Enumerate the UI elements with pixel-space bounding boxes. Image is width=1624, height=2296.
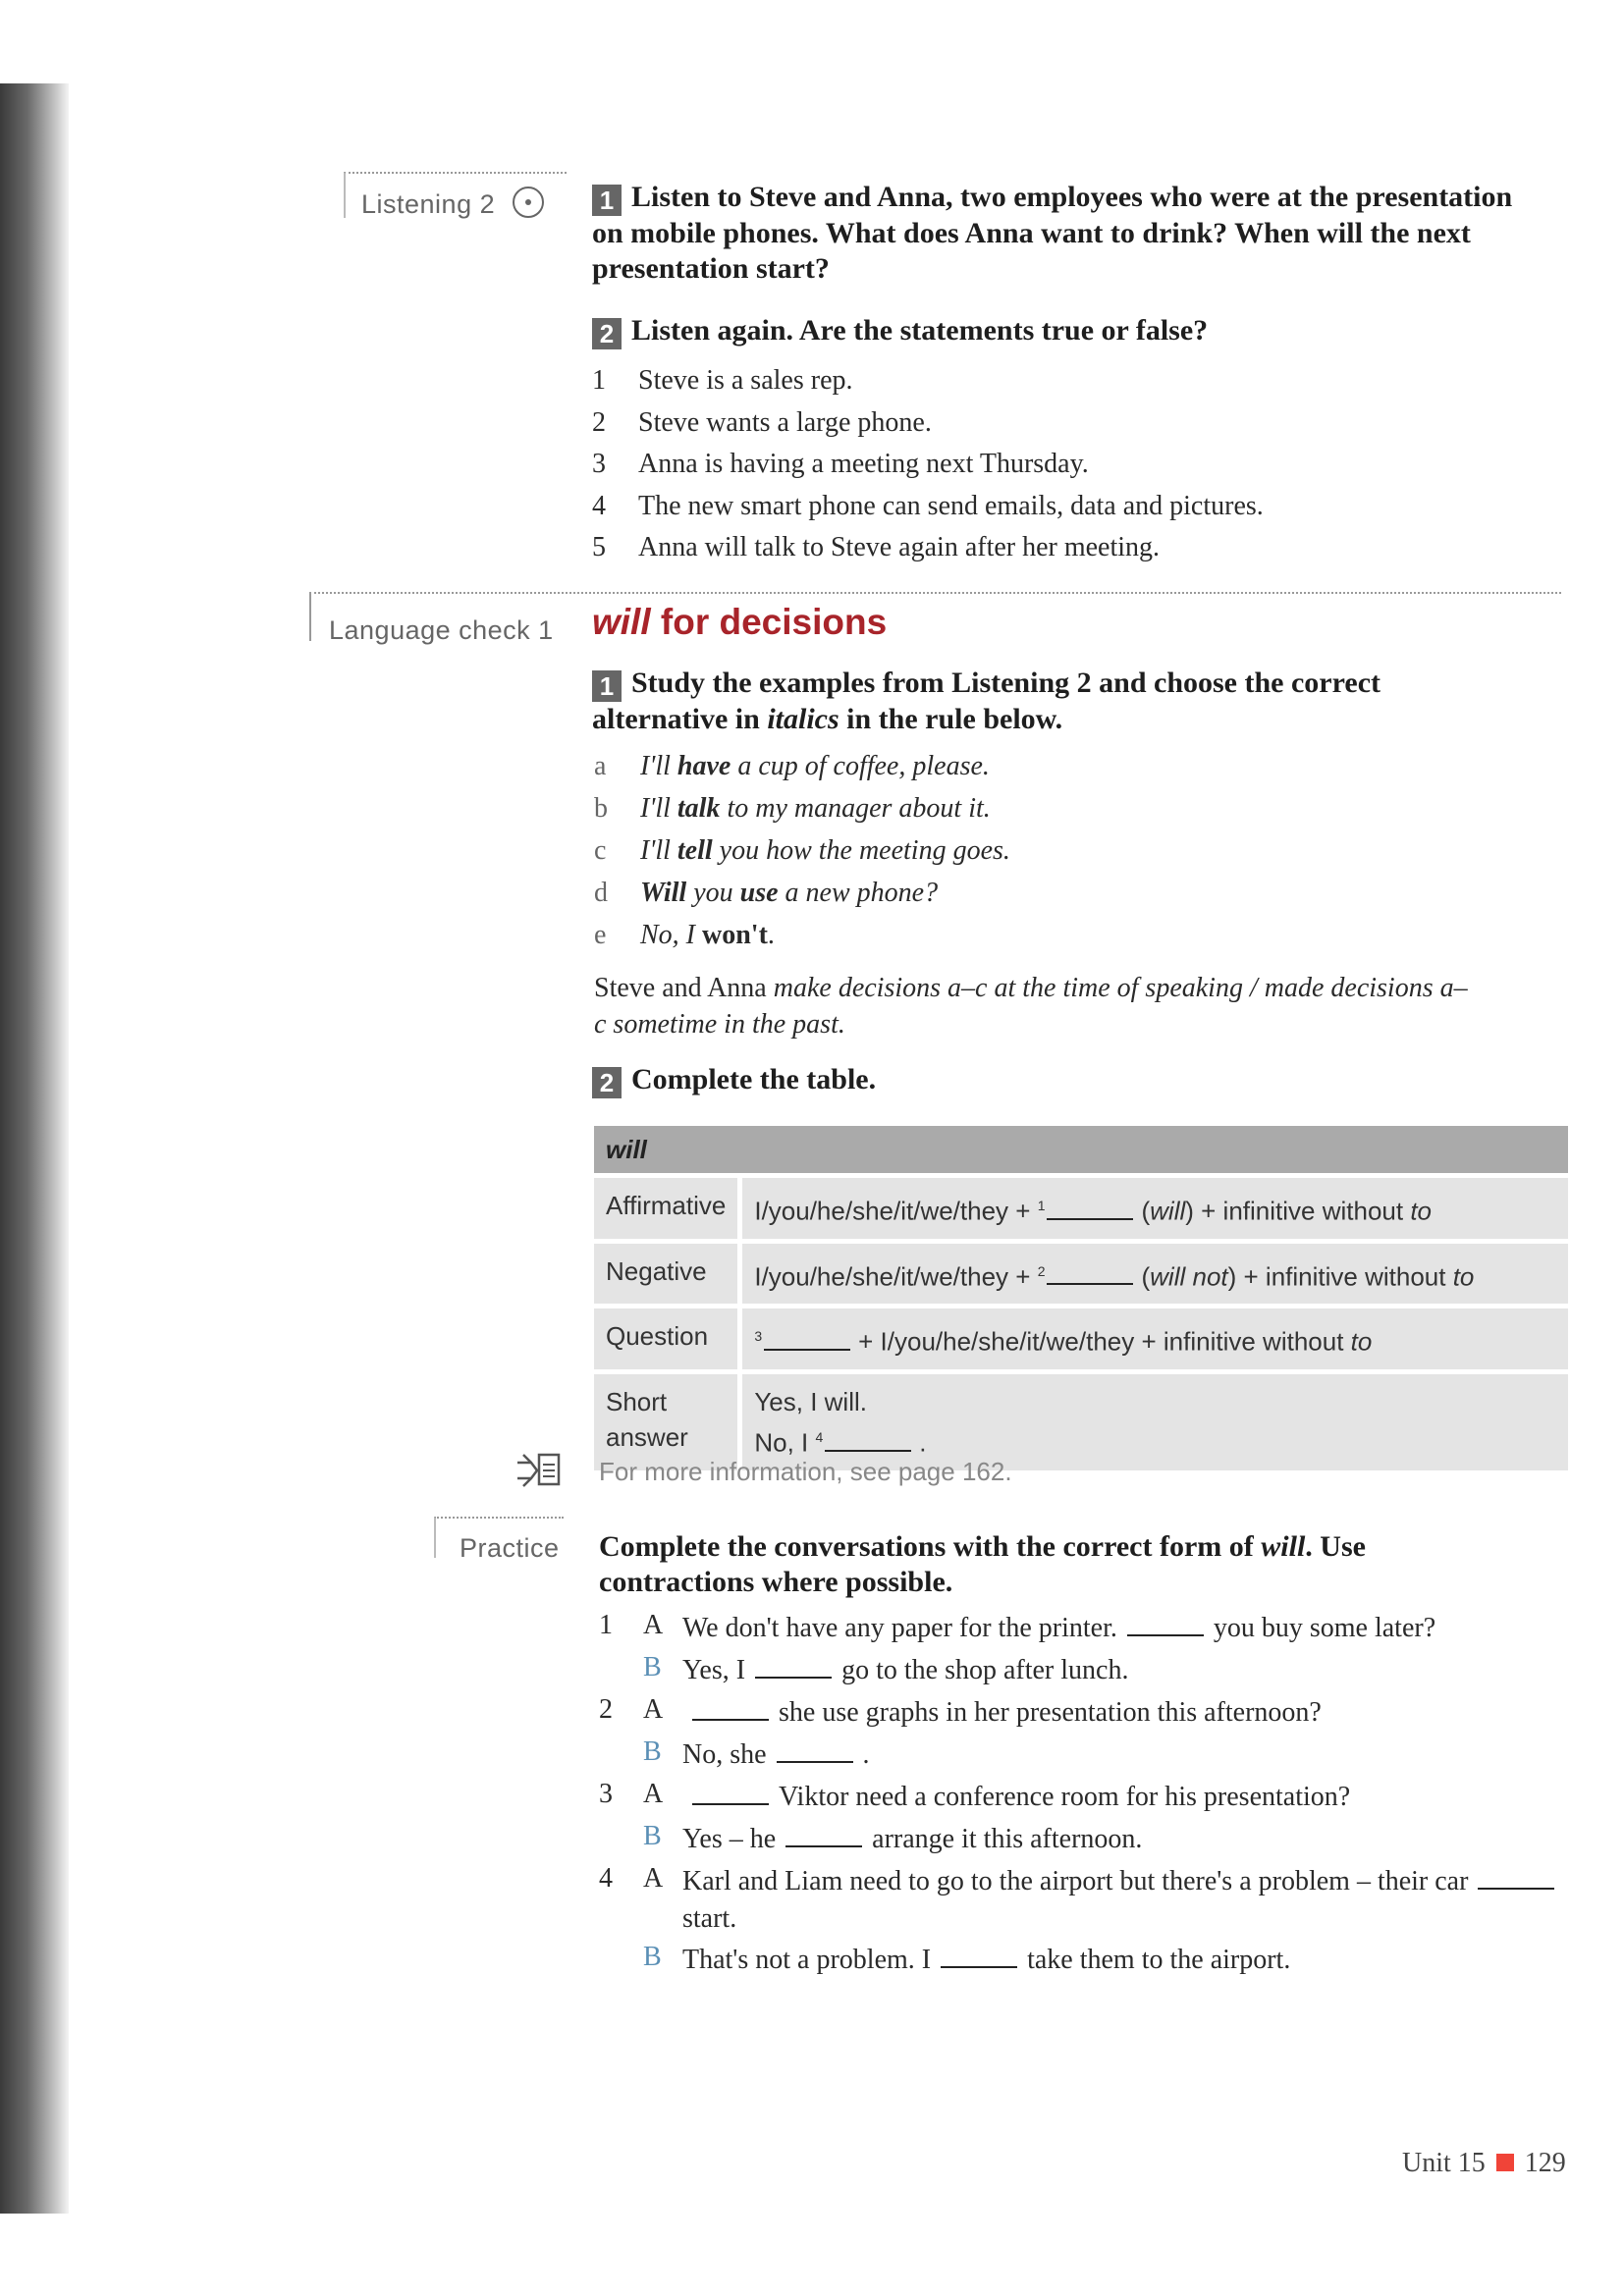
- gap-number: 2: [1037, 1262, 1046, 1279]
- table-row: [594, 1178, 1568, 1239]
- rich-text: [594, 973, 1468, 1040]
- exercise-number: 2: [592, 1067, 622, 1098]
- example-sentence: [640, 751, 990, 782]
- section-divider: [309, 592, 1561, 594]
- gap-number: 4: [815, 1428, 824, 1445]
- item-letter: e: [594, 920, 607, 950]
- conversation-text: [682, 1821, 1566, 1858]
- item-number: 2: [599, 1694, 613, 1725]
- item-number: 3: [599, 1779, 613, 1809]
- text-run: you: [686, 878, 740, 908]
- item-number: 3: [592, 449, 606, 479]
- section-label-practice: Practice: [460, 1533, 560, 1563]
- speaker-label: B: [643, 1652, 662, 1682]
- conversation-text: [682, 1863, 1566, 1938]
- item-number: 4: [592, 490, 606, 521]
- speaker-label: B: [643, 1942, 662, 1972]
- conversation-text: [682, 1694, 1566, 1732]
- text-run: arrange it this afternoon.: [872, 1824, 1143, 1854]
- text-run: start.: [682, 1903, 737, 1934]
- text-run: Complete the conversations with the correct form of: [599, 1530, 1262, 1563]
- text-run: to: [1452, 1261, 1475, 1292]
- text-run: .: [919, 1427, 927, 1458]
- answer-blank[interactable]: [825, 1432, 911, 1452]
- table-row: [594, 1244, 1568, 1305]
- answer-blank[interactable]: [764, 1331, 850, 1351]
- item-number: 5: [592, 532, 606, 562]
- answer-blank[interactable]: [1127, 1613, 1204, 1636]
- item-number: 1: [592, 365, 606, 396]
- item-number: 1: [599, 1610, 613, 1640]
- text-run: ) + infinitive without: [1185, 1196, 1411, 1226]
- section-label-language-check: Language check 1: [329, 615, 554, 645]
- row-label: Affirmative: [594, 1178, 742, 1239]
- conversation-text: [682, 1942, 1566, 1979]
- page-footer: [1402, 2148, 1566, 2179]
- text-run: a cup of coffee, please.: [731, 751, 990, 781]
- text-run: will not: [1150, 1261, 1228, 1292]
- answer-blank[interactable]: [755, 1655, 832, 1679]
- text-run: have: [677, 751, 731, 781]
- exercise-number: 2: [592, 318, 622, 349]
- exercise-number: 1: [592, 670, 622, 702]
- example-sentence: [640, 920, 775, 951]
- text-run: will: [1150, 1196, 1186, 1226]
- statement-text: The new smart phone can send emails, data and pictures.: [638, 490, 1264, 521]
- example-sentence: [640, 878, 938, 909]
- listening-exercise-1: 1 Listen to Steve and Anna, two employees who were at the presentation on mobile phones. What does Anna want to drink? When will the next presentation start?: [592, 181, 1513, 285]
- text-run: won't: [702, 920, 768, 950]
- text-run: .: [862, 1739, 870, 1770]
- text-run: to: [1410, 1196, 1433, 1226]
- will-grammar-table: [594, 1121, 1568, 1475]
- section-label-listening: Listening 2: [361, 187, 544, 220]
- text-run: Viktor need a conference room for his presentation?: [779, 1782, 1351, 1812]
- conversation-text: [682, 1610, 1566, 1647]
- divider-tick: [309, 592, 311, 641]
- language-check-exercise-2: 2 Complete the table.: [592, 1062, 876, 1098]
- text-run: Study the examples from Listening 2 and choose the correct alternative in: [592, 667, 1381, 735]
- conversation-text: [682, 1779, 1566, 1816]
- row-rule: [742, 1244, 1568, 1305]
- text-run: she use graphs in her presentation this afternoon?: [779, 1697, 1322, 1728]
- grammar-reference-icon: [515, 1451, 563, 1490]
- answer-blank[interactable]: [692, 1697, 769, 1721]
- rich-text: [599, 1530, 1366, 1598]
- speaker-label: A: [643, 1863, 664, 1894]
- answer-blank[interactable]: [941, 1945, 1017, 1968]
- text-run: use: [739, 878, 779, 908]
- text-run: That's not a problem. I: [682, 1945, 932, 1975]
- answer-blank[interactable]: [1047, 1201, 1133, 1220]
- text-run: Steve and Anna: [594, 973, 774, 1003]
- text-run: italics: [767, 703, 839, 735]
- practice-instruction: [599, 1529, 1522, 1600]
- row-rule: [742, 1374, 1568, 1470]
- text-run: Karl and Liam need to go to the airport but there's a problem – their car: [682, 1866, 1469, 1896]
- item-number: 2: [592, 406, 606, 438]
- exercise-number: 1: [592, 185, 622, 216]
- text-run: I'll: [640, 793, 677, 824]
- gap-number: 1: [1037, 1198, 1046, 1213]
- conversation-text: [682, 1736, 1566, 1774]
- speaker-label: A: [643, 1779, 664, 1809]
- row-rule: [742, 1178, 1568, 1239]
- text-run: No, I: [754, 1427, 816, 1458]
- row-label: Short answer: [594, 1374, 742, 1470]
- text-run: you how the meeting goes.: [712, 835, 1010, 866]
- text-run: in the rule below.: [839, 703, 1063, 735]
- speaker-label: B: [643, 1736, 662, 1767]
- speaker-label: B: [643, 1821, 662, 1851]
- statement-text: Steve is a sales rep.: [638, 365, 853, 396]
- answer-blank[interactable]: [777, 1739, 853, 1763]
- text-run: to: [1350, 1326, 1373, 1357]
- text-run: Yes, I: [682, 1655, 746, 1685]
- footer-accent-square: [1496, 2154, 1514, 2171]
- text-run: (: [1141, 1196, 1151, 1226]
- text-run: take them to the airport.: [1027, 1945, 1291, 1975]
- item-letter: d: [594, 878, 608, 908]
- text-run: (: [1141, 1261, 1151, 1292]
- text-run: a new phone?: [778, 878, 939, 908]
- rich-text: [592, 667, 1380, 735]
- item-number: 4: [599, 1863, 613, 1894]
- speaker-label: A: [643, 1610, 664, 1640]
- text-run: Yes, I will.: [754, 1386, 867, 1416]
- row-label: Question: [594, 1308, 742, 1369]
- unit-label: Unit 15: [1402, 2148, 1486, 2178]
- answer-blank[interactable]: [1478, 1866, 1554, 1890]
- conversation-text: [682, 1652, 1566, 1689]
- text-run: talk: [677, 793, 721, 824]
- statement-text: Anna will talk to Steve again after her meeting.: [638, 532, 1161, 562]
- language-check-exercise-1: [592, 666, 1505, 737]
- text-run: tell: [677, 835, 713, 866]
- table-row: [594, 1308, 1568, 1369]
- item-letter: a: [594, 751, 607, 781]
- more-info-link[interactable]: For more information, see page 162.: [599, 1457, 1012, 1486]
- text-run: to my manager about it.: [720, 793, 991, 824]
- item-letter: b: [594, 793, 608, 824]
- text-run: will: [1261, 1530, 1306, 1563]
- answer-blank[interactable]: [785, 1824, 862, 1847]
- answer-blank[interactable]: [1047, 1265, 1133, 1285]
- text-run: . Use contractions where possible.: [599, 1530, 1366, 1598]
- gap-number: 3: [754, 1328, 763, 1345]
- text-run: Yes – he: [682, 1824, 777, 1854]
- text-run: + I/you/he/she/it/we/they + infinitive without: [858, 1326, 1351, 1357]
- section-title: will for decisions: [592, 602, 888, 642]
- statement-text: Anna is having a meeting next Thursday.: [638, 449, 1089, 479]
- text-run: I/you/he/she/it/we/they +: [754, 1261, 1038, 1292]
- text-run: ) + infinitive without: [1227, 1261, 1453, 1292]
- table-row: [594, 1374, 1568, 1470]
- listening-exercise-2: 2 Listen again. Are the statements true or false?: [592, 313, 1208, 349]
- item-letter: c: [594, 835, 607, 866]
- text-run: No, she: [682, 1739, 767, 1770]
- text-run: No, I: [640, 920, 702, 950]
- speaker-label: A: [643, 1694, 664, 1725]
- text-run: I/you/he/she/it/we/they +: [754, 1196, 1038, 1226]
- text-run: go to the shop after lunch.: [841, 1655, 1129, 1685]
- statement-text: Steve wants a large phone.: [638, 406, 932, 438]
- example-sentence: [640, 793, 991, 825]
- text-run: Will: [640, 878, 687, 908]
- text-run: We don't have any paper for the printer.: [682, 1613, 1117, 1643]
- text-run: make decisions a–c at the time of speaking / made decisions a–c sometime in the past.: [594, 973, 1468, 1040]
- text-run: I'll: [640, 751, 677, 781]
- book-binding-shadow: [0, 83, 69, 2214]
- audio-cd-icon: [513, 187, 544, 218]
- rule-sentence: [594, 970, 1478, 1042]
- text-run: .: [767, 920, 775, 950]
- answer-blank[interactable]: [692, 1782, 769, 1805]
- table-header: will: [594, 1126, 1568, 1173]
- text-run: you buy some later?: [1213, 1613, 1436, 1643]
- example-sentence: [640, 835, 1010, 867]
- row-label: Negative: [594, 1244, 742, 1305]
- text-run: I'll: [640, 835, 677, 866]
- row-rule: [742, 1308, 1568, 1369]
- page-number: 129: [1524, 2148, 1566, 2178]
